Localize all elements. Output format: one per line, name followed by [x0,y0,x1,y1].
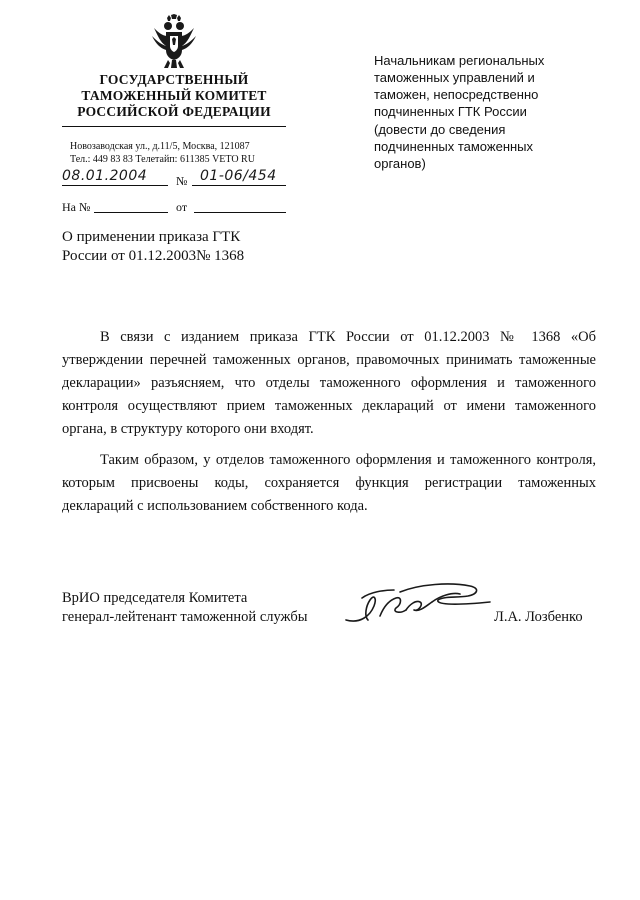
organization-address [70,140,285,166]
signatory-title-line-1: ВрИО председателя Комитета [62,590,248,606]
signatory-name: Л.А. Лозбенко [494,609,583,625]
letter-body [62,326,596,526]
org-name-line-2: ТАМОЖЕННЫЙ КОМИТЕТ [81,88,267,103]
date-underline [62,185,168,186]
handwritten-signature [340,576,510,634]
org-name-line-3: РОССИЙСКОЙ ФЕДЕРАЦИИ [77,104,271,119]
reference-label: На № [62,200,91,214]
org-name-line-1: ГОСУДАРСТВЕННЫЙ [99,72,249,87]
organization-name [58,72,290,120]
address-line-2: Тел.: 449 83 83 Телетайп: 611385 VETO RU [70,154,255,165]
body-paragraph-1: В связи с изданием приказа ГТК России от 01.12.2003 № 1368 «Об утверждении перечней таможенных органов, правомочных принимать таможенные декларации» разъясняем, что отделы таможенного оформления и таможенного контроля осуществляют прием таможенных деклараций от имени таможенного органа, в структуру которого они входят. [62,329,596,437]
subject-line-2: России от 01.12.2003№ 1368 [62,248,245,264]
addressee-block [374,52,584,172]
reference-from-label: от [176,200,188,214]
reference-date-blank [194,212,286,213]
coat-of-arms-emblem-icon [150,14,198,70]
address-line-1: Новозаводская ул., д.11/5, Москва, 121087 [70,141,250,152]
body-paragraph-2: Таким образом, у отделов таможенного оформления и таможенного контроля, которым присвоены коды, сохраняется функция регистрации таможенных деклараций с использованием собственного кода. [62,452,596,514]
signatory-title [62,589,342,627]
registration-date: 08.01.2004 [62,168,148,184]
number-label: № [176,174,188,188]
registration-number: 01-06/454 [200,168,277,184]
addressee-note: (довести до сведения подчиненных таможенных органов) [374,122,534,171]
reference-number-blank [94,212,168,213]
letter-subject [62,228,292,266]
number-underline [192,185,286,186]
addressee-text: Начальникам региональных таможенных управлений и таможен, непосредственно подчиненных ГТК России [374,53,545,119]
header-divider [62,126,286,127]
signatory-title-line-2: генерал-лейтенант таможенной службы [62,609,308,625]
subject-line-1: О применении приказа ГТК [62,229,241,245]
